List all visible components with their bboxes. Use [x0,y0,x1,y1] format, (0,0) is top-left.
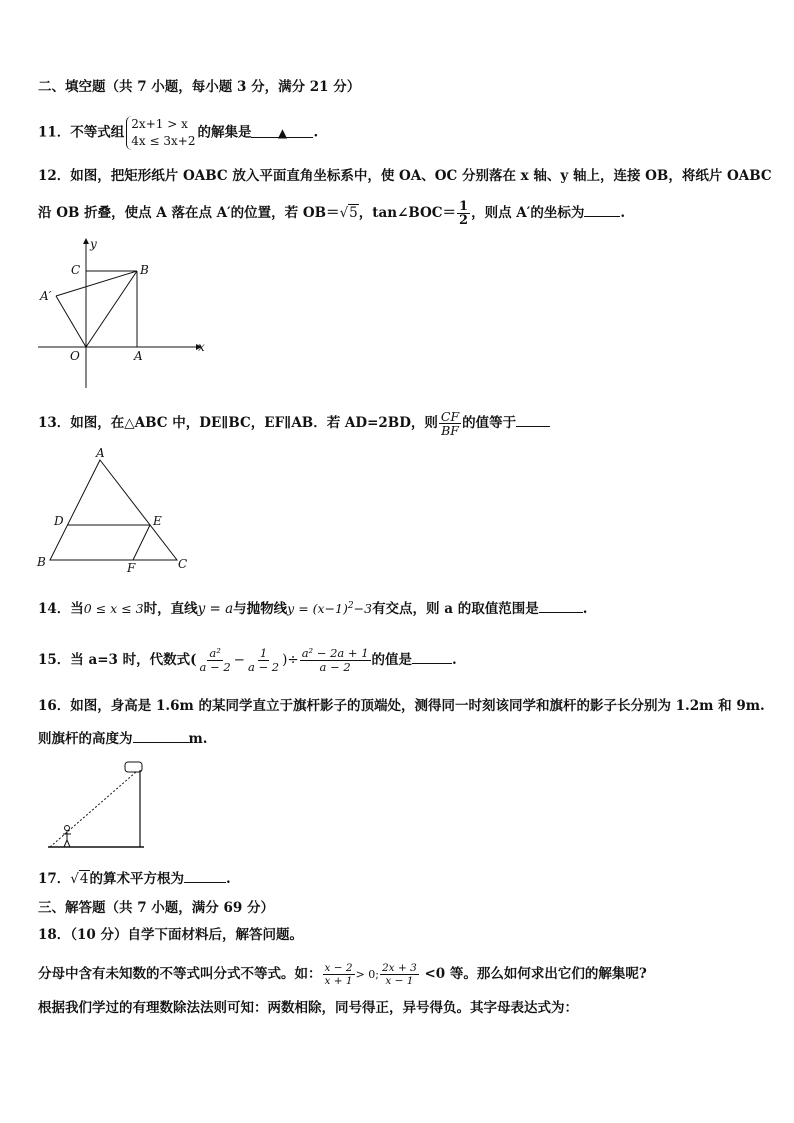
sun-ray-line [50,772,136,847]
q11-end: . [313,124,319,141]
segment-OB [86,271,137,347]
q14-mid2: 与抛物线 [233,601,288,618]
q14-prefix: 14．当 [38,601,84,618]
q13-prefix: 13．如图，在△ABC 中，DE∥BC，EF∥AB．若 AD=2BD，则 [38,415,438,431]
q12-text-a: 沿 OB 折叠，使点 A 落在点 A′的位置，若 OB＝ [38,205,340,221]
q12-sqrt5-value: 5 [349,205,358,221]
section3-title: 三、解答题（共 7 小题，满分 69 分） [38,900,274,916]
q16-answer-blank [133,728,189,743]
q14-range: 0 ≤ x ≤ 3 [83,601,144,617]
q15-f3-den: a − 2 [319,660,351,674]
question-12-line1: 12．如图，把矩形纸片 OABC 放入平面直角坐标系中，使 OA、OC 分别落在 x 轴、y 轴上，连接 OB，将纸片 OABC [38,168,772,184]
q18-e1-num: x − 2 [324,962,353,974]
q11-suffix: 的解集是 [197,124,252,141]
q15-f1-num: a² [209,646,221,660]
q15-fraction-2 [246,647,281,674]
question-12-line2 [38,200,625,227]
q15-f3-num: a² − 2a + 1 [301,646,369,660]
q12-fraction [457,200,470,227]
q17-sqrt4-value: 4 [79,871,89,887]
q17-end: . [226,871,231,887]
question-17 [38,868,231,889]
q15-prefix: 15．当 a=3 时，代数式( [38,652,197,668]
label-A-prime: A′ [40,289,52,303]
q12-frac-num: 1 [459,199,469,214]
question-11 [38,116,318,150]
label-A: A [96,446,105,460]
q18-text-b: <0 等。那么如何求出它们的解集呢? [424,966,647,982]
q18-fraction-1 [323,962,355,987]
label-C: C [178,557,188,571]
label-B: B [140,263,149,277]
question-15 [38,647,457,674]
q11-ineq1: 2x+1 > x [131,117,188,131]
label-y: y [90,237,97,251]
triangle-ABC [50,460,177,560]
q18-e2-num: 2x + 3 [382,962,417,974]
q14-suffix: 有交点，则 a 的取值范围是 [372,601,539,618]
q17-prefix: 17． [38,871,71,887]
q15-suffix: 的值是 [371,652,413,668]
person-leg-right [67,840,70,847]
q16-text-b: m. [188,731,208,747]
q17-sqrt4: √4 [70,871,89,887]
section2-title: 二、填空题（共 7 小题，每小题 3 分，满分 21 分） [38,79,361,95]
q12-sqrt5: √5 [339,205,358,221]
label-E: E [153,514,162,528]
question-18-line2 [38,962,647,987]
q11-prefix: 11．不等式组 [38,124,125,141]
q13-frac-den: BF [441,423,459,438]
segment-EF [133,525,150,560]
q17-suffix: 的算术平方根为 [89,871,184,887]
q14-parabola: y = (x−1) [287,601,348,617]
q14-end: . [582,601,588,618]
q12-frac-den: 2 [459,213,469,228]
q15-f1-den: a − 2 [199,660,231,674]
question-14 [38,596,587,619]
q14-mid1: 时，直线 [143,601,198,618]
q13-suffix: 的值等于 [462,415,517,431]
label-O: O [70,349,80,363]
question-18-line3: 根据我们学过的有理数除法法则可知：两数相除，同号得正，异号得负。其字母表达式为： [38,1000,578,1016]
question-13 [38,410,550,437]
label-D: D [54,514,64,528]
q12-answer-blank [584,202,620,217]
q18-gt: > 0; [355,968,379,981]
y-axis-arrow-icon [83,238,89,244]
q18-e1-den: x + 1 [324,975,353,987]
question-16-line2 [38,728,207,749]
q15-divide: )÷ [282,652,299,668]
q15-minus: − [233,652,245,668]
q13-frac-num: CF [440,409,460,424]
label-x: x [198,340,205,354]
label-A: A [134,349,143,363]
q12-text-c: ，则点 A′的坐标为 [471,205,585,221]
question-18-line1: 18．（10 分）自学下面材料后，解答问题。 [38,927,304,943]
q18-e2-den: x − 1 [385,975,414,987]
person-leg-left [64,840,67,847]
q14-answer-blank [539,598,583,613]
q13-triangle-figure [34,446,204,576]
q16-flagpole-figure [42,756,162,856]
triangle-icon: ▲ [277,125,288,140]
q14-line-equation: y = a [197,601,234,618]
question-16-line1: 16．如图，身高是 1.6m 的某同学直立于旗杆影子的顶端处，测得同一时刻该同学和旗杆的影子长分别为 1.2m 和 9m. [38,698,765,714]
q16-text-a: 则旗杆的高度为 [38,731,133,747]
label-C: C [71,263,81,277]
segment-OA1 [56,296,86,347]
q14-parabola-tail: −3 [353,601,373,617]
q17-answer-blank [184,868,226,883]
segment-A1B [56,271,137,296]
person-head-icon [65,826,70,831]
q13-answer-blank [516,412,550,427]
label-F: F [127,561,136,575]
q12-text-b: ，tan∠BOC＝ [358,205,457,221]
q18-text-a: 分母中含有未知数的不等式叫分式不等式。如： [38,966,322,982]
q15-fraction-3 [300,647,371,674]
q12-coordinate-figure [30,238,220,398]
q14-exponent: 2 [347,601,354,611]
q15-answer-blank [412,649,452,664]
q15-f2-num: 1 [259,646,268,660]
q11-answer-blank [251,123,313,138]
q12-end: . [620,205,626,221]
q11-ineq2: 4x ≤ 3x+2 [131,134,196,148]
q18-fraction-2 [380,962,419,987]
q15-end: . [452,652,457,668]
q15-f2-den: a − 2 [247,660,280,674]
label-B: B [37,555,46,569]
q15-fraction-1 [198,647,233,674]
q11-inequality-system [126,116,195,150]
q13-fraction [439,410,461,437]
